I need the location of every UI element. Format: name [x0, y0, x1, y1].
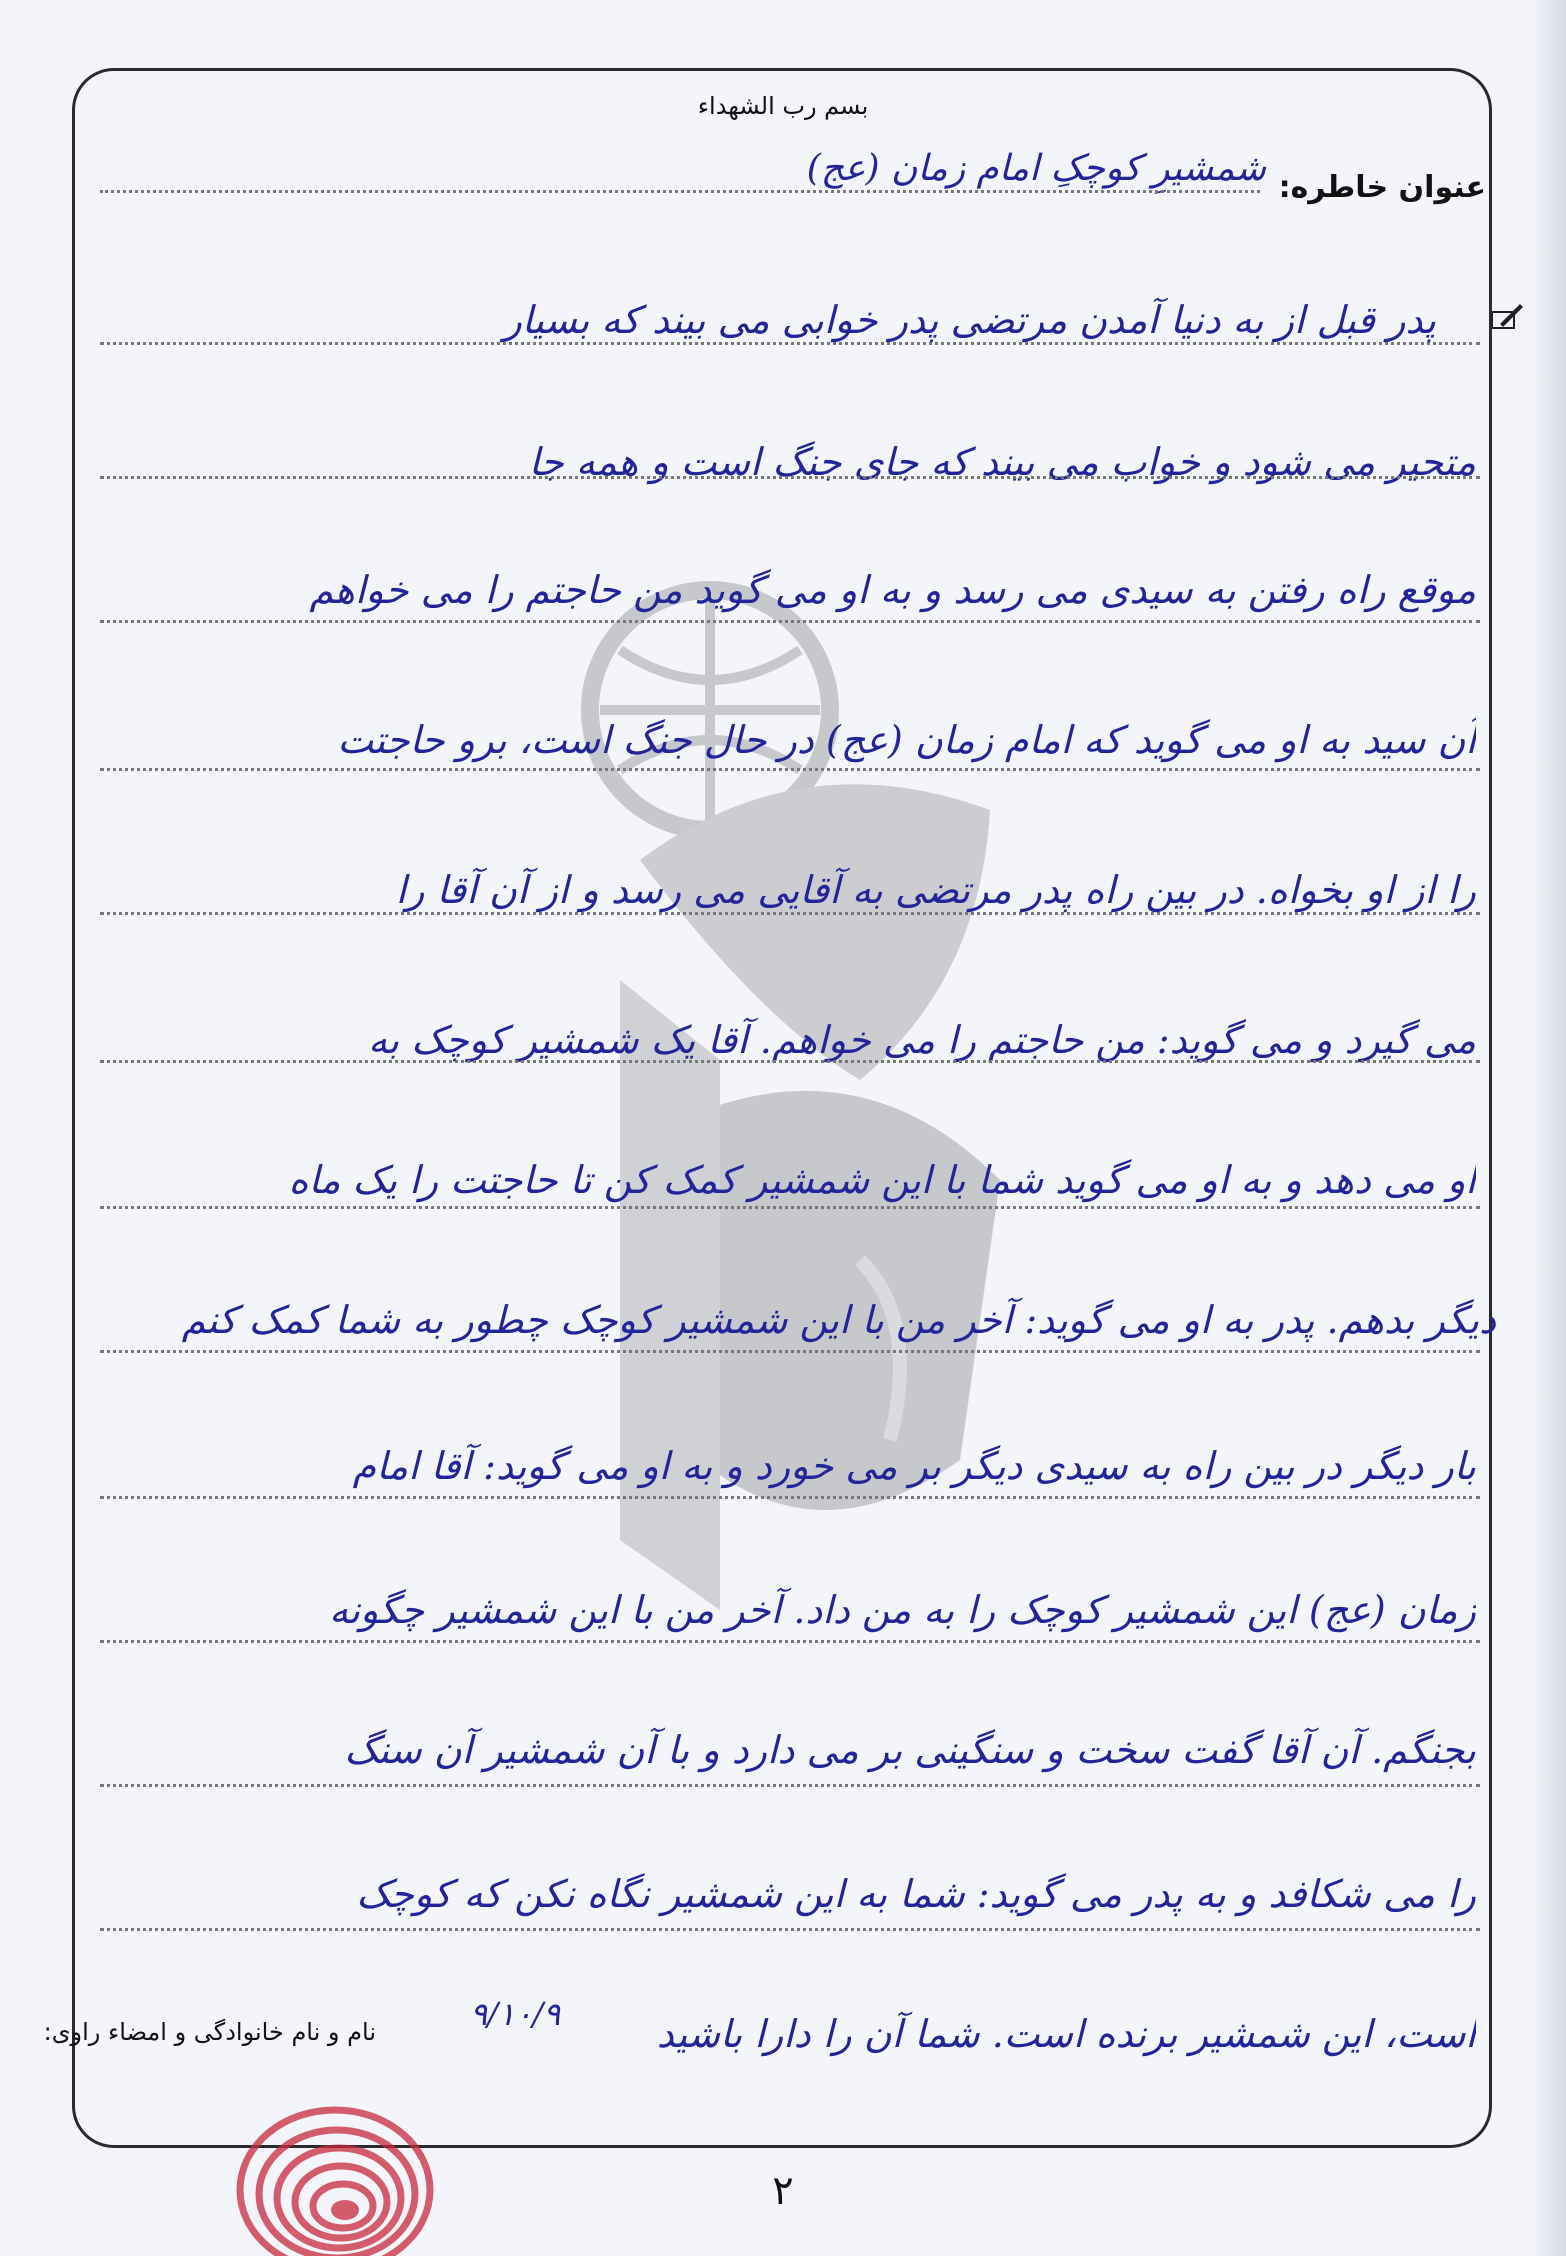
- pen-icon: [1490, 302, 1524, 332]
- line-rule: [100, 1640, 1480, 1643]
- page-binding-edge: [1536, 0, 1566, 2256]
- memoir-line: آن سید به او می گوید که امام زمان (عج) در حال جنگ است، برو حاجتت: [337, 718, 1476, 762]
- line-rule: [100, 1496, 1480, 1499]
- memoir-line: است، این شمشیر برنده است. شما آن را دارا باشید: [656, 2012, 1476, 2056]
- line-rule: [100, 620, 1480, 623]
- page-number: ۲: [772, 2168, 794, 2214]
- memoir-line: زمان (عج) این شمشیر کوچک را به من داد. آخر من با این شمشیر چگونه: [329, 1588, 1476, 1632]
- memoir-line: می گیرد و می گوید: من حاجتم را می خواهم. آقا یک شمشیر کوچک به: [368, 1018, 1476, 1062]
- memoir-line: بار دیگر در بین راه به سیدی دیگر بر می خورد و به او می گوید: آقا امام: [352, 1444, 1476, 1488]
- line-rule: [100, 1928, 1480, 1931]
- line-rule: [100, 476, 1480, 479]
- memoir-line: متحیر می شود و خواب می بیند که جای جنگ است و همه جا: [528, 440, 1476, 484]
- memoir-line: را از او بخواه. در بین راه پدر مرتضی به آقایی می رسد و از آن آقا را: [395, 868, 1476, 912]
- memoir-line: پدر قبل از به دنیا آمدن مرتضی پدر خوابی می بیند که بسیار: [503, 298, 1436, 342]
- title-rule: [100, 190, 1260, 193]
- bismillah-heading: بسم رب الشهداء: [697, 92, 869, 120]
- memoir-line: را می شکافد و به پدر می گوید: شما به این شمشیر نگاه نکن که کوچک: [356, 1872, 1476, 1916]
- line-rule: [100, 1784, 1480, 1787]
- memoir-line: موقع راه رفتن به سیدی می رسد و به او می گوید من حاجتم را می خواهم: [309, 568, 1476, 612]
- line-rule: [100, 1350, 1480, 1353]
- line-rule: [100, 912, 1480, 915]
- line-rule: [100, 342, 1480, 345]
- narrator-date: ۹/۱۰/۹: [470, 1995, 561, 2033]
- memoir-line: بجنگم. آن آقا گفت سخت و سنگینی بر می دارد و با آن شمشیر آن سنگ: [344, 1728, 1476, 1772]
- line-rule: [100, 768, 1480, 771]
- narrator-signature-label: نام و نام خانوادگی و امضاء راوی:: [43, 2018, 376, 2046]
- memoir-line: دیگر بدهم. پدر به او می گوید: آخر من با این شمشیر کوچک چطور به شما کمک کنم: [181, 1298, 1496, 1342]
- line-rule: [100, 1206, 1480, 1209]
- line-rule: [100, 1060, 1480, 1063]
- memoir-title-label: عنوان خاطره:: [1278, 170, 1486, 205]
- memoir-line: او می دهد و به او می گوید شما با این شمشیر کمک کن تا حاجتت را یک ماه: [288, 1158, 1476, 1202]
- memoir-title-value: شمشیرِ کوچکِ امام زمان (عج): [806, 148, 1266, 189]
